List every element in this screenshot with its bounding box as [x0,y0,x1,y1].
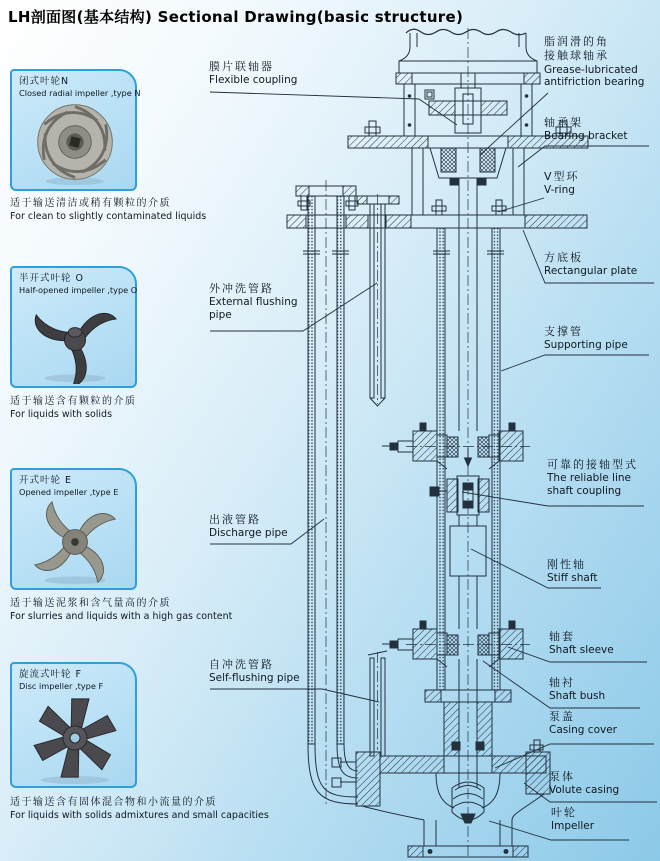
callout-en: Volute casing [549,784,620,797]
caption-cn: 适于输送含有固体混合物和小流量的介质 [10,797,217,808]
callout-cn: 可靠的接轴型式 [547,458,638,471]
callout-self-flushing-pipe [209,658,359,685]
callout-cn: 膜片联轴器 [209,60,274,73]
callout-cn: 自冲洗管路 [209,658,274,671]
callout-en: Flexible coupling [209,74,298,87]
volute-wall [362,806,424,820]
callout-cn: 方底板 [544,251,583,264]
caption-en: For clean to slightly contaminated liquids [10,210,207,222]
callout-en: V-ring [544,184,575,197]
callout-en: Shaft bush [549,690,606,703]
callout-en: Discharge pipe [209,527,288,540]
callout-en: Shaft sleeve [549,644,614,657]
callout-cn: 刚性轴 [547,558,586,571]
callout-cn: 轴套 [549,630,575,643]
rectangular-plate-part [287,200,587,228]
caption-en: For slurries and liquids with a high gas content [10,610,233,622]
callout-impeller [551,806,651,833]
callout-en: Grease-lubricated antifriction bearing [544,63,645,89]
v-ring-seal [450,178,459,185]
page-title: LH剖面图(基本结构) Sectional Drawing(basic structure) [8,8,464,26]
callout-en: Stiff shaft [547,572,598,585]
callout-grease-bearing [544,35,658,89]
callout-cn: 叶轮 [551,806,577,819]
callout-casing-cover [549,710,659,737]
callout-cn: 轴衬 [549,676,575,689]
callout-line-shaft-coupling [547,458,647,497]
callout-v-ring [544,170,644,197]
callout-en: Casing cover [549,724,617,737]
callout-discharge-pipe [209,513,349,540]
callout-shaft-sleeve [549,630,649,657]
callout-en: Supporting pipe [544,339,628,352]
callout-volute-casing [549,770,659,797]
callout-shaft-bush [549,676,649,703]
caption-en: For liquids with solids [10,408,113,420]
caption-cn: 适于输送含有颗粒的介质 [10,396,137,407]
callout-flexible-coupling [209,60,339,87]
caption-cn: 适于输送泥浆和含气量高的介质 [10,598,171,609]
callout-cn: 泵体 [549,770,575,783]
impeller-name-cn: 旋流式叶轮 F [19,669,82,680]
callout-en: Bearing bracket [544,130,628,143]
antifriction-bearing [441,148,456,172]
impeller-name-cn: 半开式叶轮 O [19,273,84,284]
impeller-name-en: Disc impeller ,type F [19,680,104,691]
callout-en: External flushing pipe [209,296,298,321]
caption-cn: 适于输送清洁或稍有颗粒的介质 [10,198,171,209]
callout-en: Rectangular plate [544,265,638,278]
callout-cn: 支撑管 [544,325,583,338]
callout-cn: 泵盖 [549,710,575,723]
impeller-name-en: Closed radial impeller ,type N [19,87,141,98]
callout-supporting-pipe [544,325,660,352]
impeller-name-en: Opened impeller ,type E [19,486,119,497]
callout-cn: V型环 [544,170,580,183]
callout-en: Self-flushing pipe [209,672,300,685]
discharge-pipe-part [296,186,358,804]
shaft-sleeve-bearing-assembly-upper [382,423,523,469]
caption-en: For liquids with solids admixtures and small capacities [10,809,269,821]
callout-cn: 脂润滑的角接触球轴承 [544,35,609,63]
callout-cn: 轴承架 [544,116,583,129]
callout-en: The reliable line shaft coupling [547,472,632,497]
flow-arrow [465,448,472,466]
callout-external-flushing-pipe [209,282,305,321]
callout-cn: 外冲洗管路 [209,282,274,295]
impeller-name-en: Half-opened impeller ,type O [19,284,138,295]
callout-cn: 出液管路 [209,513,261,526]
pump-casing-part [332,690,550,857]
callout-bearing-bracket [544,116,658,143]
impeller-name-cn: 闭式叶轮N [19,76,70,87]
callout-stiff-shaft [547,558,647,585]
callout-rectangular-plate [544,251,660,278]
callout-en: Impeller [551,820,595,833]
impeller-name-cn: 开式叶轮 E [19,475,73,486]
